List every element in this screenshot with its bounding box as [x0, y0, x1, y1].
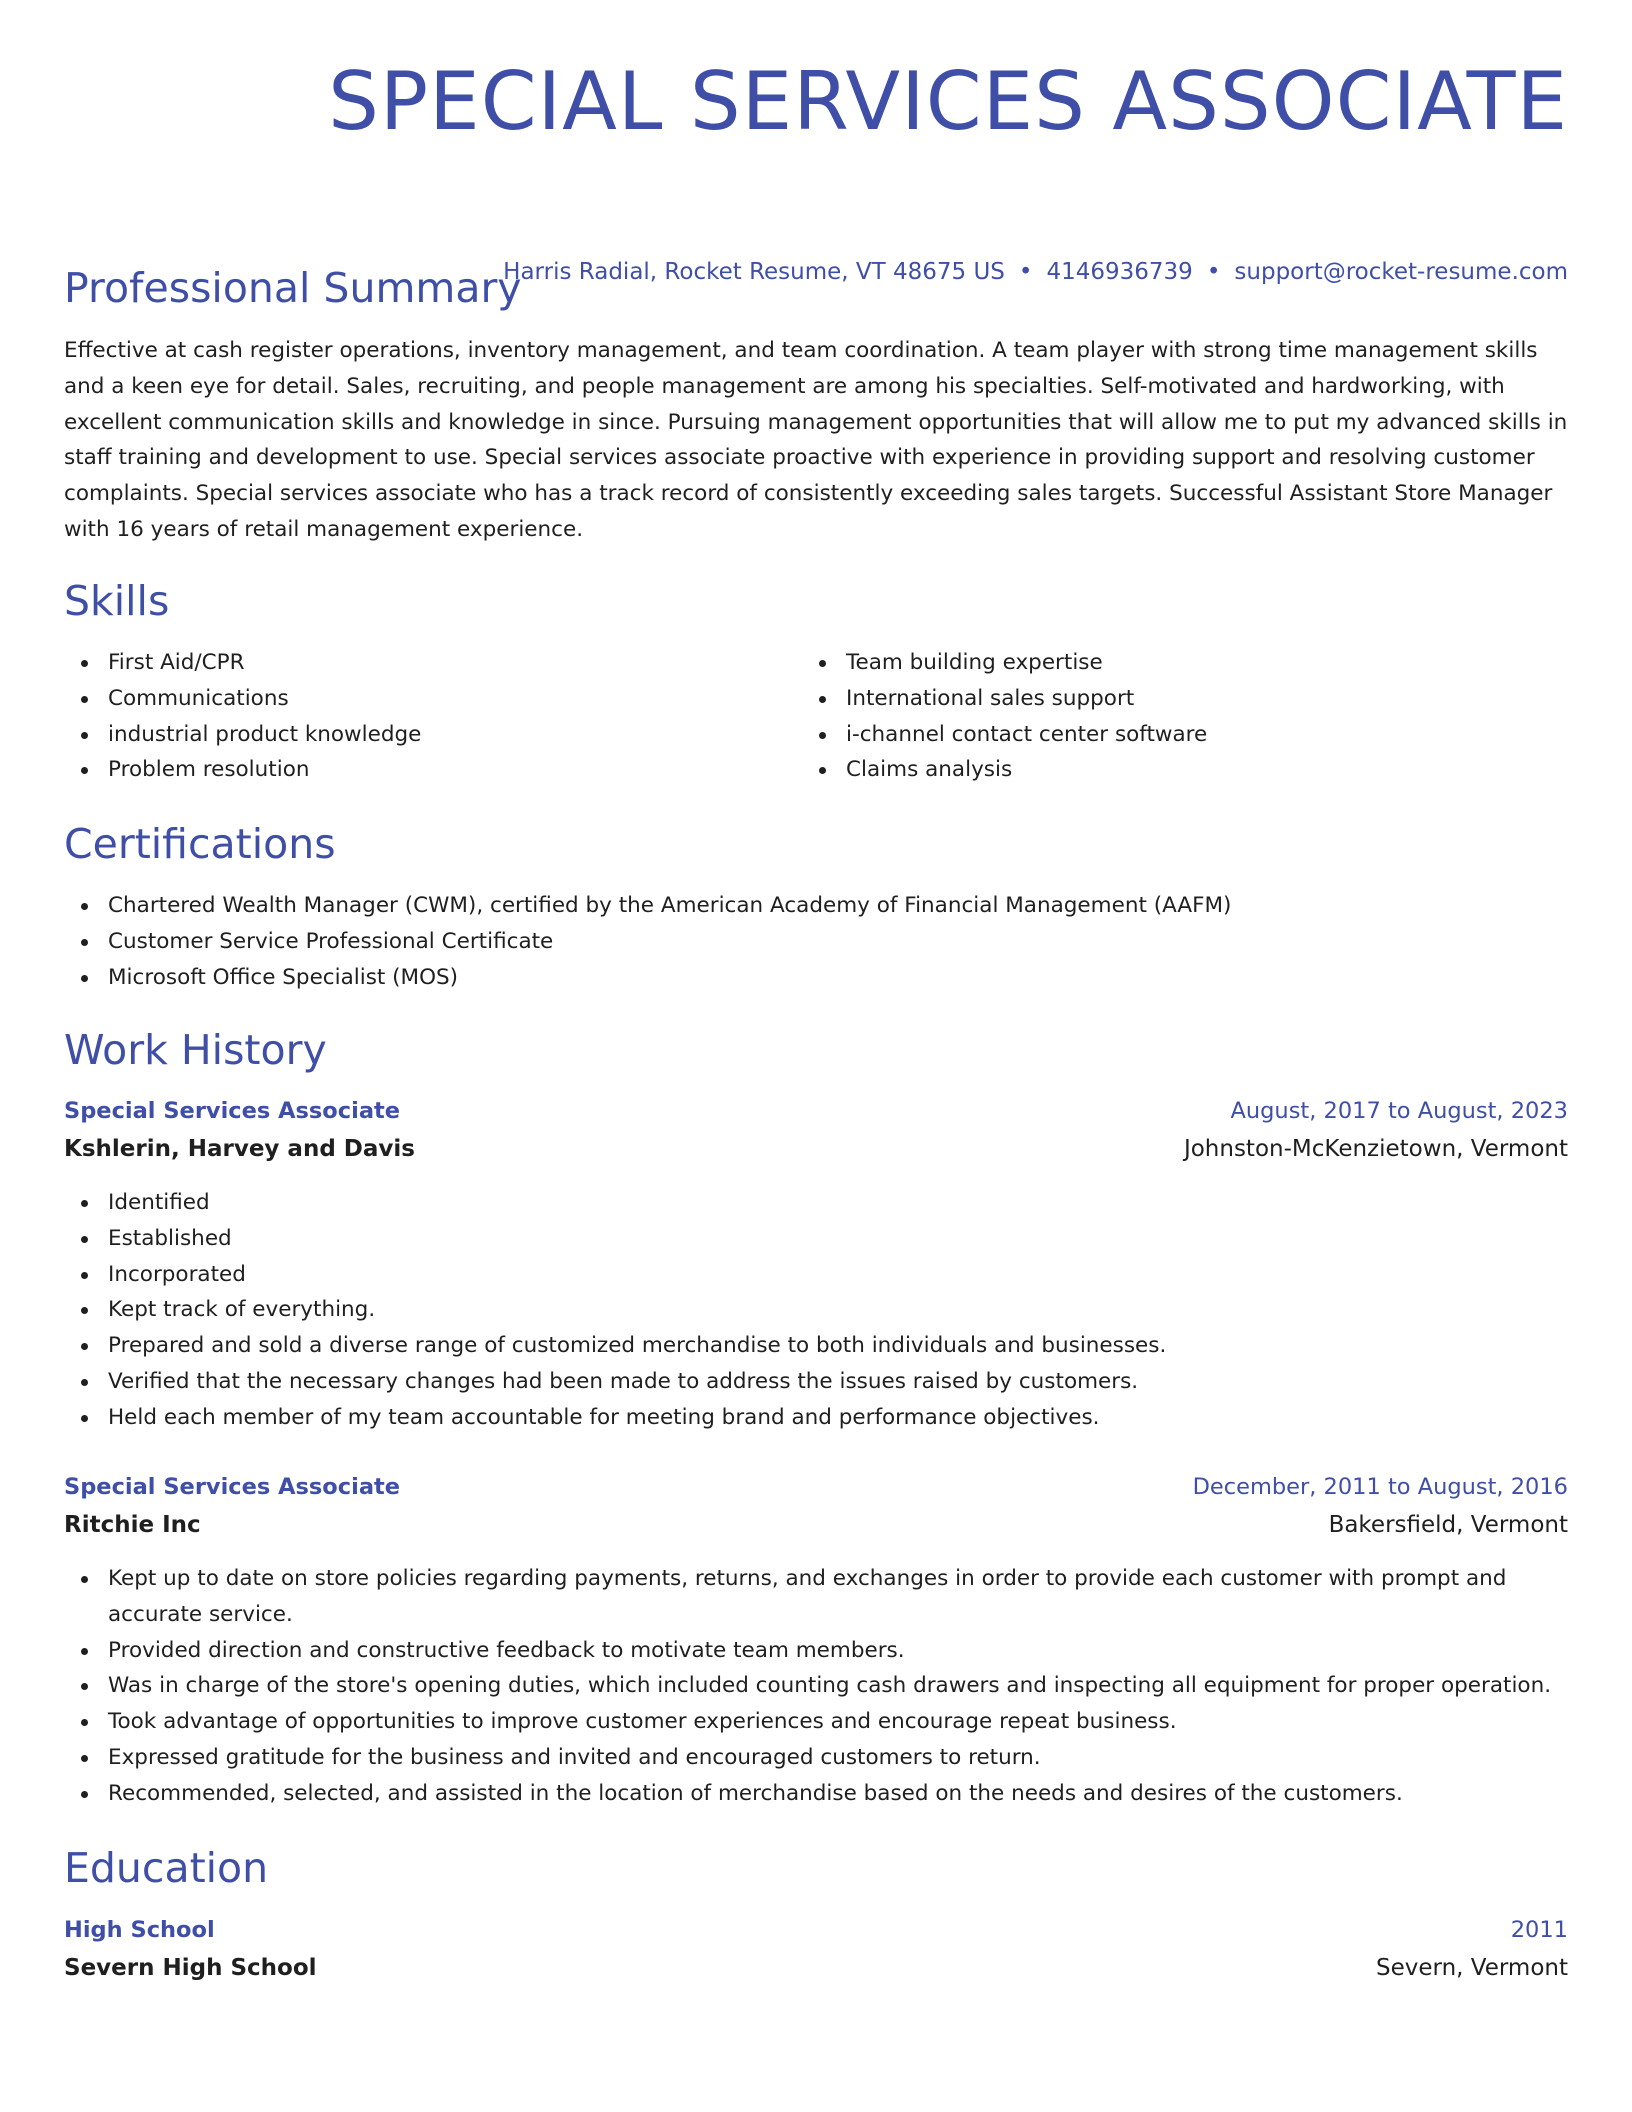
contact-phone[interactable]: 4146936739	[1046, 259, 1193, 285]
bullet-icon	[81, 1755, 88, 1762]
job-header	[64, 1093, 1568, 1129]
skill-item: International sales support	[802, 681, 1568, 717]
work-history-heading: Work History	[64, 1026, 327, 1074]
bullet-icon	[81, 903, 88, 910]
job-bullet: Kept track of everything.	[64, 1292, 1568, 1328]
bullet-icon	[81, 732, 88, 739]
certification-item: Microsoft Office Specialist (MOS)	[64, 960, 1568, 996]
bullet-icon	[81, 939, 88, 946]
job-entry	[64, 1469, 1568, 1545]
job-subheader	[64, 1505, 1568, 1545]
job-subheader	[64, 1129, 1568, 1169]
skills-column-left	[64, 645, 802, 788]
bullet-icon	[819, 732, 826, 739]
job-bullets	[64, 1561, 1568, 1812]
certifications-heading: Certifications	[64, 820, 336, 868]
job-bullet: Verified that the necessary changes had been made to address the issues raised by customers.	[64, 1364, 1568, 1400]
bullet-icon	[81, 1200, 88, 1207]
bullet-icon	[81, 1236, 88, 1243]
bullet-icon	[81, 1307, 88, 1314]
skill-item: Team building expertise	[802, 645, 1568, 681]
education-header	[64, 1912, 1568, 1948]
resume-title: SPECIAL SERVICES ASSOCIATE	[328, 55, 1568, 148]
job-header	[64, 1469, 1568, 1505]
job-bullet: Established	[64, 1221, 1568, 1257]
job-bullet: Incorporated	[64, 1257, 1568, 1293]
skills-heading: Skills	[64, 577, 170, 625]
certification-item: Chartered Wealth Manager (CWM), certified by the American Academy of Financial Management (AAFM)	[64, 888, 1568, 924]
skill-item: Claims analysis	[802, 752, 1568, 788]
job-entry	[64, 1093, 1568, 1169]
education-school: Severn High School	[64, 1955, 317, 1981]
job-bullet: Held each member of my team accountable for meeting brand and performance objectives.	[64, 1400, 1568, 1436]
contact-separator: •	[1018, 259, 1033, 285]
education-entry	[64, 1912, 1568, 1988]
education-location: Severn, Vermont	[1376, 1955, 1568, 1981]
job-bullet: Expressed gratitude for the business and invited and encouraged customers to return.	[64, 1740, 1568, 1776]
job-dates: August, 2017 to August, 2023	[1230, 1098, 1568, 1124]
job-bullet: Kept up to date on store policies regarding payments, returns, and exchanges in order to provide each customer with prompt and accurate service.	[64, 1561, 1568, 1633]
job-bullets	[64, 1185, 1568, 1436]
bullet-icon	[81, 1415, 88, 1422]
summary-heading: Professional Summary	[64, 264, 522, 312]
job-company: Kshlerin, Harvey and Davis	[64, 1136, 415, 1162]
contact-email[interactable]: support@rocket-resume.com	[1234, 259, 1568, 285]
job-bullet: Prepared and sold a diverse range of customized merchandise to both individuals and businesses.	[64, 1328, 1568, 1364]
skill-item: industrial product knowledge	[64, 717, 802, 753]
bullet-icon	[81, 1379, 88, 1386]
bullet-icon	[81, 1272, 88, 1279]
job-company: Ritchie Inc	[64, 1512, 201, 1538]
bullet-icon	[81, 1719, 88, 1726]
job-bullet: Identified	[64, 1185, 1568, 1221]
skill-item: Problem resolution	[64, 752, 802, 788]
bullet-icon	[81, 1683, 88, 1690]
bullet-icon	[81, 975, 88, 982]
job-title: Special Services Associate	[64, 1474, 401, 1500]
job-location: Johnston-McKenzietown, Vermont	[1183, 1136, 1568, 1162]
bullet-icon	[81, 1648, 88, 1655]
contact-address: Harris Radial, Rocket Resume, VT 48675 US	[503, 259, 1005, 285]
bullet-icon	[81, 1576, 88, 1583]
bullet-icon	[819, 660, 826, 667]
education-year: 2011	[1510, 1917, 1568, 1943]
job-bullet: Was in charge of the store's opening duties, which included counting cash drawers and inspecting all equipment for proper operation.	[64, 1668, 1568, 1704]
skills-column-right	[802, 645, 1568, 788]
bullet-icon	[81, 1343, 88, 1350]
certification-item: Customer Service Professional Certificate	[64, 924, 1568, 960]
job-bullet: Recommended, selected, and assisted in the location of merchandise based on the needs and desires of the customers.	[64, 1776, 1568, 1812]
skill-item: First Aid/CPR	[64, 645, 802, 681]
bullet-icon	[81, 1791, 88, 1798]
skills-list	[64, 645, 1568, 788]
contact-separator: •	[1206, 259, 1221, 285]
bullet-icon	[819, 767, 826, 774]
job-location: Bakersfield, Vermont	[1328, 1512, 1568, 1538]
job-title: Special Services Associate	[64, 1098, 401, 1124]
bullet-icon	[819, 696, 826, 703]
skill-item: i-channel contact center software	[802, 717, 1568, 753]
bullet-icon	[81, 767, 88, 774]
bullet-icon	[81, 660, 88, 667]
job-dates: December, 2011 to August, 2016	[1192, 1474, 1568, 1500]
skill-item: Communications	[64, 681, 802, 717]
job-bullet: Took advantage of opportunities to improve customer experiences and encourage repeat business.	[64, 1704, 1568, 1740]
bullet-icon	[81, 696, 88, 703]
summary-text: Effective at cash register operations, inventory management, and team coordination. A team player with strong time management skills and a keen eye for detail. Sales, recruiting, and people management are among his specialties. Self-motivated and hardworking, with excellent communication skills and knowledge in since. Pursuing management opportunities that will allow me to put my advanced skills in staff training and development to use. Special services associate proactive with experience in providing support and resolving customer complaints. Special services associate who has a track record of consistently exceeding sales targets. Successful Assistant Store Manager with 16 years of retail management experience.	[64, 338, 1568, 542]
education-heading: Education	[64, 1844, 269, 1892]
job-bullet: Provided direction and constructive feedback to motivate team members.	[64, 1633, 1568, 1669]
certifications-list	[64, 888, 1568, 995]
education-subheader	[64, 1948, 1568, 1988]
education-degree: High School	[64, 1917, 215, 1943]
